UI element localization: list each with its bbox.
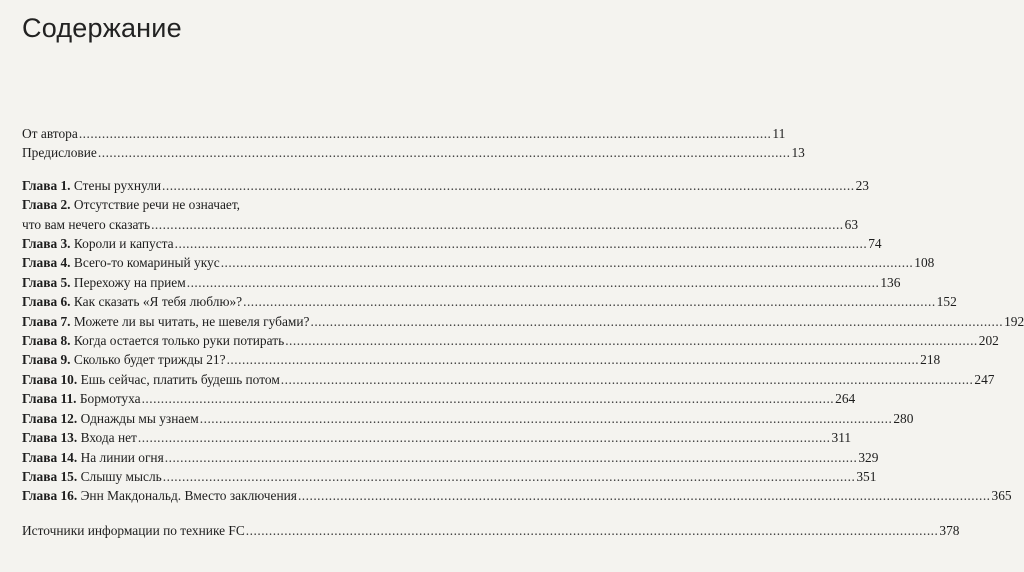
- leader-dots: [227, 350, 920, 369]
- leader-dots: [298, 486, 991, 505]
- toc-page-number: 108: [914, 255, 935, 271]
- toc-page-number: 136: [880, 274, 901, 290]
- toc-page-number: 192: [1004, 313, 1024, 329]
- leader-dots: [243, 292, 936, 311]
- leader-dots: [281, 370, 974, 389]
- leader-dots: [138, 428, 831, 447]
- chapter-number: Глава 6.: [22, 294, 71, 310]
- toc-entry-chapter-15: [22, 467, 877, 486]
- toc-entry-chapter-4: [22, 253, 935, 272]
- leader-dots: [246, 521, 939, 540]
- leader-dots: [79, 124, 772, 143]
- toc-page-number: 280: [893, 410, 914, 426]
- chapter-number: Глава 10.: [22, 371, 78, 387]
- chapter-title: Сколько будет трижды 21?: [73, 352, 226, 368]
- toc-entry-chapter-16: [22, 486, 1012, 505]
- chapter-title: Входа нет: [80, 430, 137, 446]
- leader-dots: [98, 143, 791, 162]
- toc-entry-chapter-14: [22, 448, 879, 467]
- toc-entry-chapter-1: [22, 176, 869, 195]
- toc-entry-chapter-8: [22, 331, 999, 350]
- chapter-title: Энн Макдональд. Вместо заключения: [80, 488, 297, 504]
- leader-dots: [165, 448, 858, 467]
- toc-entry-chapter-5: [22, 273, 901, 292]
- chapter-number: Глава 14.: [22, 449, 78, 465]
- toc-entry-preface: [22, 143, 805, 162]
- chapter-number: Глава 1.: [22, 177, 71, 193]
- chapter-number: Глава 5.: [22, 274, 71, 290]
- chapter-number: Глава 13.: [22, 430, 78, 446]
- chapter-number: Глава 15.: [22, 468, 78, 484]
- toc-entry-chapter-2-line1: [22, 195, 426, 214]
- chapter-number: Глава 7.: [22, 313, 71, 329]
- chapter-title: Как сказать «Я тебя люблю»?: [73, 294, 243, 310]
- toc-entry-chapter-6: [22, 292, 957, 311]
- chapter-number: Глава 4.: [22, 255, 71, 271]
- toc-page-number: 311: [831, 430, 852, 446]
- toc-page-number: 247: [974, 371, 995, 387]
- toc-page-number: 351: [856, 468, 877, 484]
- leader-dots: [200, 409, 893, 428]
- toc-entry-author: [22, 124, 786, 143]
- toc-page-number: 218: [920, 352, 941, 368]
- chapter-title: Перехожу на прием: [73, 274, 186, 290]
- toc-entry-chapter-2: [22, 215, 859, 234]
- leader-dots: [162, 176, 855, 195]
- chapter-number: Глава 11.: [22, 391, 77, 407]
- toc-page-number: 74: [868, 236, 882, 252]
- toc-entry-chapter-7: [22, 312, 1024, 331]
- chapter-number: Глава 8.: [22, 333, 71, 349]
- chapter-title: Однажды мы узнаем: [80, 410, 199, 426]
- toc-entry-label: От автора: [22, 126, 78, 141]
- toc-page-number: 202: [978, 333, 999, 349]
- leader-dots: [310, 312, 1003, 331]
- toc-entry-chapter-12: [22, 409, 914, 428]
- toc-page-number: 13: [791, 145, 805, 161]
- leader-dots: [142, 389, 835, 408]
- toc-entry-sources: [22, 521, 960, 540]
- leader-dots: [285, 331, 978, 350]
- toc-entry-chapter-10: [22, 370, 995, 389]
- toc-page-number: 378: [939, 522, 960, 538]
- toc-entry-chapter-9: [22, 350, 941, 369]
- toc-entry-label: Предисловие: [22, 145, 97, 161]
- chapter-title-line1: Отсутствие речи не означает,: [73, 197, 241, 213]
- leader-dots: [175, 234, 868, 253]
- toc-page-number: 152: [936, 294, 957, 310]
- toc-entry-chapter-3: [22, 234, 882, 253]
- chapter-title: Бормотуха: [79, 391, 141, 407]
- toc-entry-chapter-13: [22, 428, 852, 447]
- toc-entry-chapter-11: [22, 389, 856, 408]
- chapter-title: Всего-то комариный укус: [73, 255, 220, 271]
- chapter-title: На линии огня: [80, 449, 164, 465]
- chapter-title: Когда остается только руки потирать: [73, 333, 285, 349]
- page-title: Содержание: [22, 13, 182, 43]
- toc-page-number: 63: [844, 216, 859, 232]
- table-of-contents: [22, 124, 1024, 540]
- chapter-number: Глава 16.: [22, 488, 78, 504]
- toc-page-number: 23: [855, 177, 869, 193]
- chapter-number: Глава 12.: [22, 410, 78, 426]
- toc-page-number: 11: [772, 126, 786, 141]
- chapter-number: Глава 3.: [22, 236, 71, 252]
- chapter-number: Глава 9.: [22, 352, 71, 368]
- chapter-title: Слышу мысль: [80, 468, 162, 484]
- toc-page-number: 365: [991, 488, 1012, 504]
- leader-dots: [221, 253, 914, 272]
- chapter-title: Ешь сейчас, платить будешь потом: [80, 371, 280, 387]
- toc-entry-label: Источники информации по технике FC: [22, 522, 245, 538]
- chapter-title: Стены рухнули: [73, 177, 161, 193]
- chapter-title: что вам нечего сказать: [22, 216, 151, 232]
- chapter-title: Можете ли вы читать, не шевеля губами?: [73, 313, 310, 329]
- leader-dots: [163, 467, 856, 486]
- chapter-title: Короли и капуста: [73, 236, 174, 252]
- toc-page-number: 264: [835, 391, 856, 407]
- chapter-number: Глава 2.: [22, 197, 71, 213]
- toc-page-number: 329: [858, 449, 879, 465]
- leader-dots: [151, 215, 844, 234]
- leader-dots: [187, 273, 880, 292]
